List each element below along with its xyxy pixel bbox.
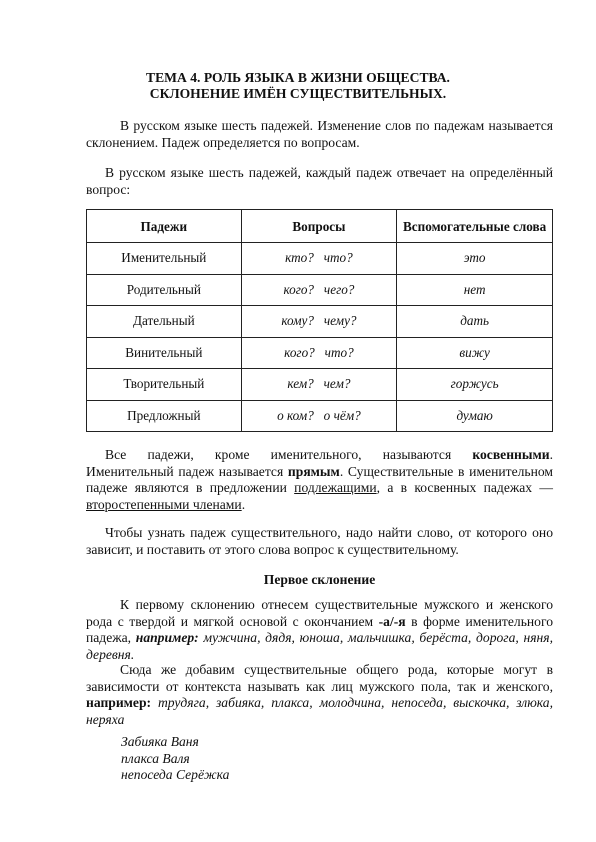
case-name: Творительный xyxy=(87,369,242,401)
list-item: Забияка Ваня xyxy=(121,734,199,749)
term-oblique: косвенными xyxy=(472,447,550,462)
case-questions: кто? что? xyxy=(241,243,397,275)
text-run: . Существительные в именительном падеже являются в предложении xyxy=(86,463,554,495)
case-aux-word: думаю xyxy=(397,400,553,432)
page-title xyxy=(60,70,536,102)
table-row xyxy=(87,369,553,401)
case-name: Дательный xyxy=(87,306,242,338)
table-row xyxy=(87,306,553,338)
cases-table xyxy=(86,209,553,432)
example-words: мужчина, дядя, юноша, мальчишка, берёста, дорога, няня, деревня. xyxy=(86,630,554,662)
text-run: К первому склонению отнесем существительные мужского и женского рода с твердой и мягкой основой с окончанием xyxy=(86,597,553,629)
table-row xyxy=(87,337,553,369)
case-questions: о ком? о чём? xyxy=(241,400,397,432)
find-case-paragraph: Чтобы узнать падеж существительного, надо найти слово, от которого оно зависит, и поставить от этого слова вопрос к существительному. xyxy=(86,525,553,557)
text-run: . xyxy=(241,496,246,512)
case-name: Родительный xyxy=(87,274,242,306)
case-questions: кого? что? xyxy=(241,337,397,369)
table-header-row xyxy=(87,210,553,243)
list-item: плакса Валя xyxy=(121,750,190,766)
text-run: Все падежи, кроме именительного, называются xyxy=(105,447,473,462)
title-line-2: СКЛОНЕНИЕ ИМЁН СУЩЕСТВИТЕЛЬНЫХ. xyxy=(149,86,447,101)
list-item: непоседа Серёжка xyxy=(121,767,230,782)
header-cases: Падежи xyxy=(87,210,242,243)
text-run: Сюда же добавим существительные общего рода, которые могут в зависимости от контекста называть как лиц мужского пола, так и женского, xyxy=(86,662,553,694)
case-aux-word: горжусь xyxy=(397,369,553,401)
intro-paragraph-2: В русском языке шесть падежей, каждый падеж отвечает на определённый вопрос: xyxy=(86,165,553,197)
term-subjects: подлежащими xyxy=(294,480,377,495)
term-direct: прямым xyxy=(287,463,340,479)
case-questions: кем? чем? xyxy=(241,369,397,401)
header-aux-words: Вспомогательные слова xyxy=(397,210,553,243)
case-name: Винительный xyxy=(87,337,242,369)
table-row xyxy=(87,243,553,275)
example-label: например: xyxy=(86,695,152,710)
case-aux-word: нет xyxy=(397,274,553,306)
intro-paragraph-1: В русском языке шесть падежей. Изменение слов по падежам называется склонением. Падеж определяется по вопросам. xyxy=(86,118,553,150)
term-secondary-members: второстепенными членами xyxy=(86,496,242,512)
case-name: Именительный xyxy=(87,243,242,275)
case-aux-word: дать xyxy=(397,306,553,338)
ending-label: -а/-я xyxy=(378,613,406,629)
oblique-cases-paragraph xyxy=(86,447,553,513)
case-aux-word: это xyxy=(397,243,553,275)
example-words: трудяга, забияка, плакса, молодчина, непоседа, выскочка, злюка, неряха xyxy=(86,695,553,727)
first-declension-paragraph-1 xyxy=(86,597,553,663)
title-line-1: ТЕМА 4. РОЛЬ ЯЗЫКА В ЖИЗНИ ОБЩЕСТВА. xyxy=(146,70,450,85)
first-declension-paragraph-2 xyxy=(86,662,553,728)
case-name: Предложный xyxy=(87,400,242,432)
case-questions: кого? чего? xyxy=(241,274,397,306)
case-questions: кому? чему? xyxy=(241,306,397,338)
example-list xyxy=(121,734,229,784)
text-run: в форме именительного падежа, xyxy=(86,613,553,645)
example-label: например: xyxy=(135,630,199,645)
case-aux-word: вижу xyxy=(397,337,553,369)
header-questions: Вопросы xyxy=(241,210,397,243)
text-run: . Именительный падеж называется xyxy=(86,447,553,479)
section-heading-first-declension: Первое склонение xyxy=(263,572,376,587)
table-row xyxy=(87,400,553,432)
table-row xyxy=(87,274,553,306)
text-run: , а в косвенных падежах — xyxy=(376,480,553,495)
